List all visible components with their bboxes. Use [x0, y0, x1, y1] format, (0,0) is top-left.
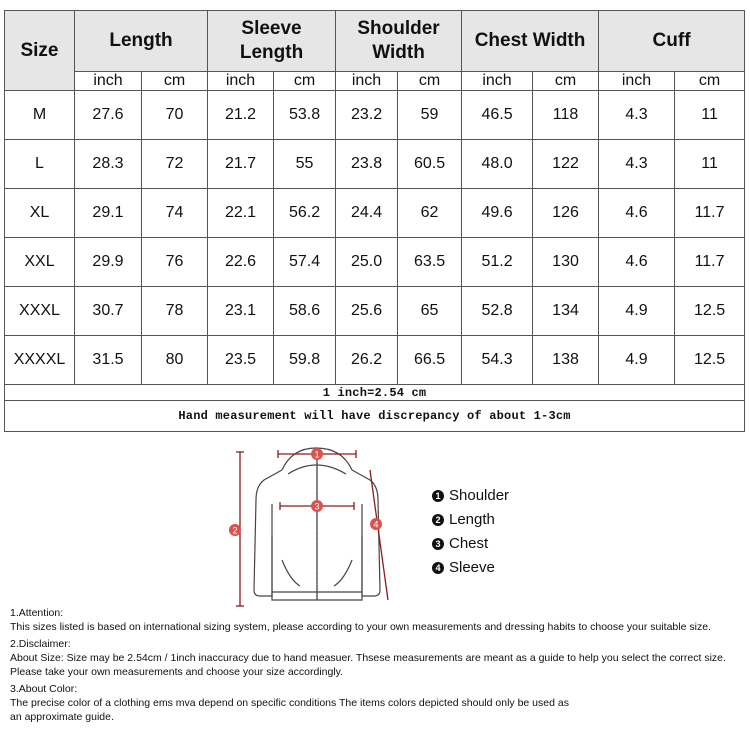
color-title: 3.About Color:: [10, 683, 78, 695]
disclaimer-text-line1: About Size: Size may be 2.54cm / 1inch inaccuracy due to hand measuer. Thsese measurements are meant as a guide to help you select the correct size.: [10, 652, 726, 664]
measurement-cell: 24.4: [336, 189, 398, 238]
measurement-cell: 29.9: [75, 238, 142, 287]
table-row: [5, 140, 745, 189]
measurement-cell: 55: [274, 140, 336, 189]
measurement-cell: 118: [533, 91, 599, 140]
measurement-cell: 52.8: [462, 287, 533, 336]
measurement-cell: 57.4: [274, 238, 336, 287]
legend-number-badge: 2: [432, 514, 444, 526]
measurement-cell: 49.6: [462, 189, 533, 238]
unit-cm: cm: [675, 72, 745, 91]
measurement-cell: 63.5: [398, 238, 462, 287]
legend-item-chest: [432, 532, 509, 556]
measurement-cell: 11: [675, 140, 745, 189]
measurement-cell: 53.8: [274, 91, 336, 140]
header-chest-width: Chest Width: [462, 11, 599, 72]
unit-cm: cm: [274, 72, 336, 91]
measurement-cell: 25.0: [336, 238, 398, 287]
marker-4-label: 4: [373, 519, 379, 530]
size-chart-table: [4, 10, 745, 432]
size-label-cell: XL: [5, 189, 75, 238]
measurement-note-row: [5, 401, 745, 432]
measurement-cell: 138: [533, 336, 599, 385]
measurement-cell: 21.2: [208, 91, 274, 140]
measurement-cell: 58.6: [274, 287, 336, 336]
measurement-cell: 78: [142, 287, 208, 336]
unit-cm: cm: [533, 72, 599, 91]
measurement-cell: 76: [142, 238, 208, 287]
measurement-cell: 4.3: [599, 91, 675, 140]
header-sleeve-length: [208, 11, 336, 72]
marker-1-label: 1: [314, 449, 320, 460]
measurement-cell: 130: [533, 238, 599, 287]
table-row: [5, 336, 745, 385]
unit-inch: inch: [336, 72, 398, 91]
legend-label: Length: [449, 511, 495, 528]
legend-number-badge: 3: [432, 538, 444, 550]
color-text-line2: an approximate guide.: [10, 711, 114, 723]
legend-label: Shoulder: [449, 487, 510, 504]
measurement-note: Hand measurement will have discrepancy of about 1-3cm: [5, 401, 745, 432]
measurement-cell: 72: [142, 140, 208, 189]
header-shoulder-width: [336, 11, 462, 72]
measurement-cell: 11.7: [675, 189, 745, 238]
measurement-cell: 54.3: [462, 336, 533, 385]
disclaimer-note: [10, 637, 745, 679]
disclaimer-title: 2.Disclaimer:: [10, 638, 71, 650]
measurement-cell: 23.2: [336, 91, 398, 140]
attention-text: This sizes listed is based on international sizing system, please according to your own measurements and dressing habits to choose your suitable size.: [10, 621, 711, 633]
measurement-cell: 56.2: [274, 189, 336, 238]
measurement-cell: 46.5: [462, 91, 533, 140]
size-label-cell: XXL: [5, 238, 75, 287]
measurement-cell: 11: [675, 91, 745, 140]
legend-number-badge: 1: [432, 490, 444, 502]
legend-item-sleeve: [432, 556, 509, 580]
conversion-note-row: [5, 385, 745, 401]
measurement-cell: 60.5: [398, 140, 462, 189]
measurement-cell: 134: [533, 287, 599, 336]
unit-cm: cm: [398, 72, 462, 91]
header-row: [5, 11, 745, 72]
measurement-cell: 70: [142, 91, 208, 140]
measurement-cell: 28.3: [75, 140, 142, 189]
attention-note: [10, 606, 745, 634]
measurement-cell: 30.7: [75, 287, 142, 336]
size-label-cell: XXXL: [5, 287, 75, 336]
table-row: [5, 189, 745, 238]
measurement-cell: 80: [142, 336, 208, 385]
measurement-cell: 27.6: [75, 91, 142, 140]
unit-inch: inch: [462, 72, 533, 91]
unit-inch: inch: [599, 72, 675, 91]
legend-item-length: [432, 508, 509, 532]
jacket-illustration: [220, 440, 400, 612]
header-cuff: Cuff: [599, 11, 745, 72]
measurement-cell: 11.7: [675, 238, 745, 287]
measurement-cell: 126: [533, 189, 599, 238]
measurement-lines: [236, 450, 388, 606]
measurement-cell: 22.6: [208, 238, 274, 287]
measurement-cell: 12.5: [675, 336, 745, 385]
header-shoulder-line1: Shoulder: [357, 18, 440, 39]
measurement-cell: 25.6: [336, 287, 398, 336]
measurement-cell: 65: [398, 287, 462, 336]
color-text-line1: The precise color of a clothing ems mva depend on specific conditions The items colors depicted should only be used as: [10, 697, 569, 709]
conversion-note: 1 inch=2.54 cm: [5, 385, 745, 401]
measurement-cell: 4.9: [599, 287, 675, 336]
header-shoulder-line2: Width: [372, 42, 425, 63]
measurement-cell: 29.1: [75, 189, 142, 238]
table-row: [5, 238, 745, 287]
measurement-cell: 59: [398, 91, 462, 140]
legend-number-badge: 4: [432, 562, 444, 574]
disclaimer-text-line2: Please take your own measurements and choose your size accordingly.: [10, 666, 344, 678]
measurement-cell: 74: [142, 189, 208, 238]
table-row: [5, 287, 745, 336]
measurement-cell: 4.3: [599, 140, 675, 189]
measurement-cell: 59.8: [274, 336, 336, 385]
size-label-cell: M: [5, 91, 75, 140]
header-sleeve-line2: Length: [239, 42, 304, 63]
legend-label: Chest: [449, 535, 489, 552]
jacket-measurement-diagram: [220, 440, 400, 612]
measurement-cell: 62: [398, 189, 462, 238]
header-length: Length: [75, 11, 208, 72]
measurement-cell: 4.9: [599, 336, 675, 385]
measurement-cell: 23.5: [208, 336, 274, 385]
header-sleeve-line1: Sleeve: [241, 18, 302, 39]
measurement-cell: 22.1: [208, 189, 274, 238]
table-row: [5, 91, 745, 140]
marker-3-label: 3: [314, 501, 320, 512]
measurement-cell: 31.5: [75, 336, 142, 385]
measurement-cell: 66.5: [398, 336, 462, 385]
measurement-cell: 21.7: [208, 140, 274, 189]
measurement-cell: 4.6: [599, 238, 675, 287]
measurement-cell: 12.5: [675, 287, 745, 336]
size-label-cell: XXXXL: [5, 336, 75, 385]
measurement-legend: [432, 484, 509, 580]
unit-inch: inch: [75, 72, 142, 91]
marker-2-label: 2: [232, 525, 238, 536]
measurement-cell: 23.1: [208, 287, 274, 336]
measurement-markers: [229, 448, 382, 536]
legend-item-shoulder: [432, 484, 509, 508]
measurement-cell: 51.2: [462, 238, 533, 287]
color-note: [10, 682, 745, 724]
size-notes: [10, 606, 745, 727]
attention-title: 1.Attention:: [10, 607, 64, 619]
measurement-cell: 23.8: [336, 140, 398, 189]
legend-label: Sleeve: [449, 559, 495, 576]
unit-row: [5, 72, 745, 91]
measurement-cell: 122: [533, 140, 599, 189]
unit-cm: cm: [142, 72, 208, 91]
measurement-cell: 4.6: [599, 189, 675, 238]
measurement-cell: 48.0: [462, 140, 533, 189]
measurement-cell: 26.2: [336, 336, 398, 385]
unit-inch: inch: [208, 72, 274, 91]
size-label-cell: L: [5, 140, 75, 189]
header-size: Size: [5, 11, 75, 91]
